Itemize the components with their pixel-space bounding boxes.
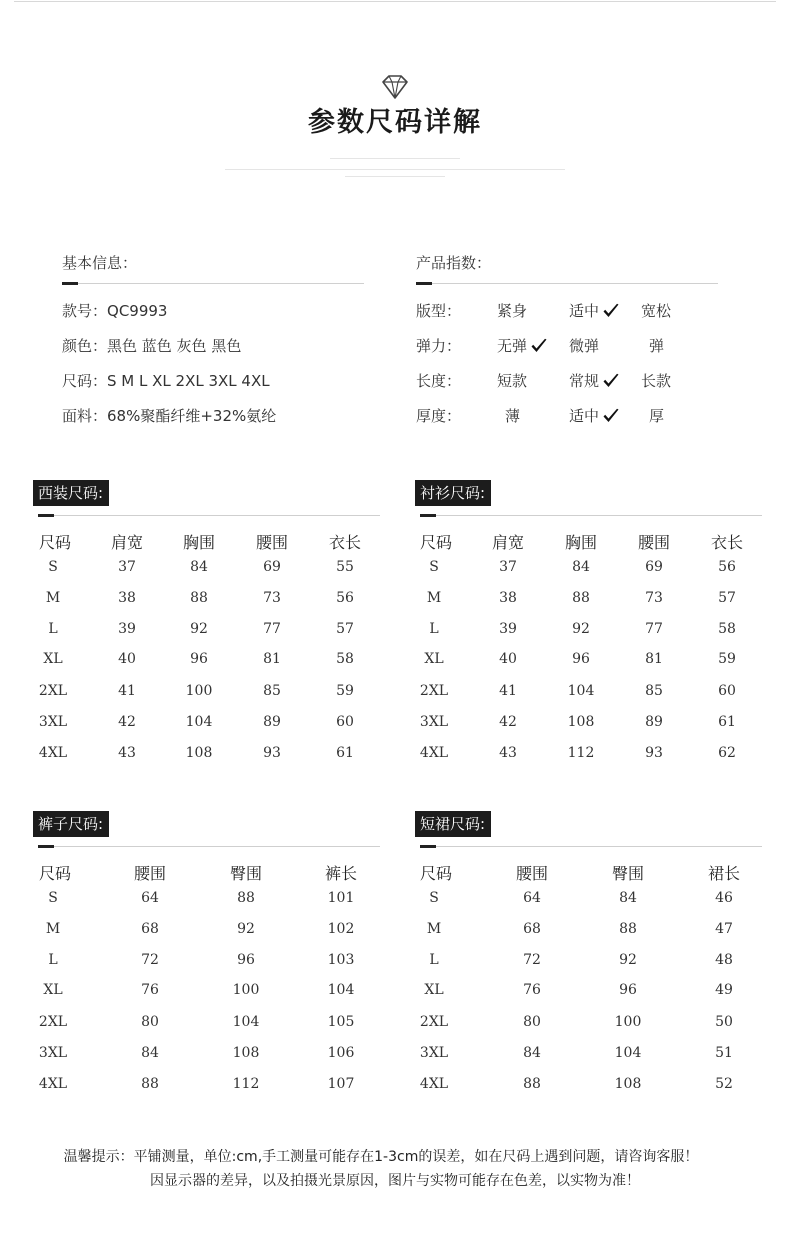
- table-cell: 92: [572, 621, 590, 637]
- decor-line: [225, 169, 565, 170]
- table-cell: 58: [718, 621, 736, 637]
- table-cell: 104: [327, 982, 355, 998]
- index-label: 长度：: [416, 372, 462, 390]
- index-option-text: 长款: [641, 372, 672, 390]
- index-option: [569, 405, 620, 428]
- table-cell: 92: [190, 621, 208, 637]
- table-header-cell: 胸围: [182, 533, 216, 552]
- index-option-text: 厚: [649, 407, 665, 425]
- table-cell: 64: [523, 890, 541, 906]
- decor-line: [345, 176, 445, 177]
- info-value: S M L XL 2XL 3XL 4XL: [107, 372, 270, 390]
- table-cell: 108: [232, 1045, 260, 1061]
- size-table-title: 西装尺码:: [33, 480, 109, 506]
- table-cell: 96: [190, 651, 208, 667]
- check-icon: [602, 303, 620, 323]
- table-cell: L: [48, 952, 58, 968]
- index-option: [649, 405, 664, 426]
- size-table-rule: [38, 515, 380, 516]
- table-header-cell: 臀围: [611, 864, 645, 883]
- table-cell: 93: [645, 745, 663, 761]
- table-cell: 69: [263, 559, 281, 575]
- table-cell: 58: [336, 651, 354, 667]
- table-header-cell: 肩宽: [110, 533, 144, 552]
- table-header-cell: 腰围: [637, 533, 671, 552]
- table-header-cell: 尺码: [419, 533, 453, 552]
- table-cell: 93: [263, 745, 281, 761]
- table-cell: 73: [645, 590, 663, 606]
- table-cell: 84: [523, 1045, 541, 1061]
- table-cell: 48: [715, 952, 733, 968]
- info-label: 面料：: [62, 407, 108, 425]
- index-option: [569, 370, 620, 393]
- check-icon: [530, 338, 548, 358]
- table-cell: 72: [141, 952, 159, 968]
- table-cell: 60: [336, 714, 354, 730]
- table-cell: 104: [567, 683, 595, 699]
- size-table-rule: [38, 846, 380, 847]
- table-cell: M: [45, 590, 61, 606]
- index-option: [497, 300, 527, 321]
- table-header-cell: 腰围: [515, 864, 549, 883]
- basic-info-rule: [62, 283, 364, 284]
- table-cell: S: [48, 559, 58, 575]
- table-cell: 3XL: [419, 714, 449, 730]
- table-cell: XL: [424, 982, 444, 998]
- table-cell: 105: [327, 1014, 355, 1030]
- table-cell: 2XL: [419, 1014, 449, 1030]
- table-cell: 104: [614, 1045, 642, 1061]
- index-option-text: 无弹: [497, 337, 528, 355]
- table-cell: 52: [715, 1076, 733, 1092]
- table-cell: 72: [523, 952, 541, 968]
- table-cell: 85: [645, 683, 663, 699]
- table-cell: 43: [118, 745, 136, 761]
- table-header-cell: 衣长: [710, 533, 744, 552]
- table-cell: 60: [718, 683, 736, 699]
- table-cell: 100: [185, 683, 213, 699]
- top-divider: [14, 1, 776, 2]
- check-icon: [602, 373, 620, 393]
- table-cell: 42: [118, 714, 136, 730]
- table-cell: XL: [43, 651, 63, 667]
- index-label: 弹力：: [416, 337, 462, 355]
- table-cell: M: [45, 921, 61, 937]
- table-cell: 50: [715, 1014, 733, 1030]
- table-cell: 59: [718, 651, 736, 667]
- table-cell: 39: [118, 621, 136, 637]
- table-cell: 85: [263, 683, 281, 699]
- table-cell: M: [426, 921, 442, 937]
- table-cell: 88: [523, 1076, 541, 1092]
- table-cell: 88: [190, 590, 208, 606]
- table-cell: 43: [499, 745, 517, 761]
- table-cell: 102: [327, 921, 355, 937]
- size-table-title: 衬衫尺码:: [415, 480, 491, 506]
- table-cell: 112: [567, 745, 595, 761]
- table-cell: 107: [327, 1076, 355, 1092]
- table-cell: M: [426, 590, 442, 606]
- index-option-text: 宽松: [641, 302, 672, 320]
- table-cell: 40: [499, 651, 517, 667]
- table-cell: 42: [499, 714, 517, 730]
- table-cell: 84: [572, 559, 590, 575]
- table-cell: 4XL: [419, 745, 449, 761]
- table-cell: S: [48, 890, 58, 906]
- table-cell: 100: [614, 1014, 642, 1030]
- table-cell: 92: [619, 952, 637, 968]
- table-cell: 55: [336, 559, 354, 575]
- table-cell: 2XL: [38, 1014, 68, 1030]
- table-cell: 40: [118, 651, 136, 667]
- table-cell: 84: [619, 890, 637, 906]
- index-option: [569, 335, 599, 356]
- table-cell: 39: [499, 621, 517, 637]
- table-cell: 108: [614, 1076, 642, 1092]
- table-cell: 76: [523, 982, 541, 998]
- table-header-cell: 衣长: [328, 533, 362, 552]
- info-value: QC9993: [107, 302, 168, 320]
- table-cell: 2XL: [419, 683, 449, 699]
- table-cell: 89: [645, 714, 663, 730]
- table-cell: 38: [118, 590, 136, 606]
- basic-info-row: [62, 300, 167, 321]
- table-cell: 46: [715, 890, 733, 906]
- table-cell: 77: [263, 621, 281, 637]
- table-cell: 96: [572, 651, 590, 667]
- table-cell: 76: [141, 982, 159, 998]
- index-row: [416, 370, 716, 394]
- table-cell: 106: [327, 1045, 355, 1061]
- table-cell: 112: [232, 1076, 260, 1092]
- table-header-cell: 肩宽: [491, 533, 525, 552]
- table-cell: S: [429, 890, 439, 906]
- table-cell: 64: [141, 890, 159, 906]
- index-row: [416, 300, 716, 324]
- index-option-text: 适中: [569, 302, 600, 320]
- table-cell: 88: [572, 590, 590, 606]
- size-table-title: 短裙尺码:: [415, 811, 491, 837]
- size-table-rule: [420, 846, 762, 847]
- table-cell: 88: [141, 1076, 159, 1092]
- table-cell: 96: [619, 982, 637, 998]
- info-value: 黑色 蓝色 灰色 黑色: [107, 337, 242, 355]
- table-cell: L: [429, 952, 439, 968]
- table-cell: 51: [715, 1045, 733, 1061]
- table-cell: 77: [645, 621, 663, 637]
- table-header-cell: 尺码: [38, 864, 72, 883]
- index-option-text: 常规: [569, 372, 600, 390]
- table-cell: XL: [424, 651, 444, 667]
- table-cell: XL: [43, 982, 63, 998]
- index-option: [505, 405, 520, 426]
- table-cell: 49: [715, 982, 733, 998]
- size-table-title: 裤子尺码:: [33, 811, 109, 837]
- index-label: 版型：: [416, 302, 462, 320]
- index-row: [416, 335, 716, 359]
- table-cell: 80: [523, 1014, 541, 1030]
- table-header-cell: 腰围: [133, 864, 167, 883]
- diamond-icon: [380, 74, 410, 100]
- product-index-rule: [416, 283, 718, 284]
- note-line-1: 温馨提示：平铺测量，单位:cm,手工测量可能存在1-3cm的误差，如在尺码上遇到问题，请咨询客服！: [63, 1149, 699, 1165]
- table-cell: 101: [327, 890, 355, 906]
- basic-info-heading: 基本信息：: [62, 254, 138, 272]
- table-cell: L: [48, 621, 58, 637]
- table-cell: 108: [185, 745, 213, 761]
- table-cell: 84: [141, 1045, 159, 1061]
- product-index-heading: 产品指数：: [416, 254, 492, 272]
- table-cell: 3XL: [38, 1045, 68, 1061]
- table-cell: 103: [327, 952, 355, 968]
- table-cell: 92: [237, 921, 255, 937]
- index-option-text: 弹: [649, 337, 665, 355]
- page-title: 参数尺码详解: [308, 107, 482, 138]
- index-option: [569, 300, 620, 323]
- table-cell: 38: [499, 590, 517, 606]
- table-header-cell: 裙长: [707, 864, 741, 883]
- table-header-cell: 臀围: [229, 864, 263, 883]
- index-option-text: 薄: [505, 407, 521, 425]
- table-cell: 100: [232, 982, 260, 998]
- table-header-cell: 尺码: [419, 864, 453, 883]
- table-cell: 104: [185, 714, 213, 730]
- index-label: 厚度：: [416, 407, 462, 425]
- table-cell: 41: [499, 683, 517, 699]
- table-cell: 108: [567, 714, 595, 730]
- note-line-2: 因显示器的差异，以及拍摄光景原因，图片与实物可能存在色差，以实物为准！: [150, 1173, 640, 1189]
- table-cell: 4XL: [38, 745, 68, 761]
- info-label: 款号：: [62, 302, 108, 320]
- table-cell: 69: [645, 559, 663, 575]
- size-table-rule: [420, 515, 762, 516]
- index-option: [497, 370, 527, 391]
- decor-line: [330, 158, 460, 159]
- table-header-cell: 裤长: [324, 864, 358, 883]
- table-cell: 4XL: [38, 1076, 68, 1092]
- table-cell: 84: [190, 559, 208, 575]
- table-cell: 61: [718, 714, 736, 730]
- index-option: [641, 370, 671, 391]
- table-cell: 59: [336, 683, 354, 699]
- table-cell: 88: [237, 890, 255, 906]
- table-cell: 68: [141, 921, 159, 937]
- basic-info-row: [62, 405, 276, 426]
- table-cell: 2XL: [38, 683, 68, 699]
- table-cell: 96: [237, 952, 255, 968]
- index-option: [649, 335, 664, 356]
- table-cell: L: [429, 621, 439, 637]
- index-option: [641, 300, 671, 321]
- table-cell: 4XL: [419, 1076, 449, 1092]
- index-option-text: 紧身: [497, 302, 528, 320]
- table-cell: 89: [263, 714, 281, 730]
- table-cell: 81: [263, 651, 281, 667]
- table-cell: 56: [718, 559, 736, 575]
- table-cell: 81: [645, 651, 663, 667]
- check-icon: [602, 408, 620, 428]
- basic-info-row: [62, 335, 241, 356]
- table-header-cell: 胸围: [564, 533, 598, 552]
- table-cell: 80: [141, 1014, 159, 1030]
- table-cell: 37: [499, 559, 517, 575]
- info-label: 尺码：: [62, 372, 108, 390]
- table-cell: 3XL: [38, 714, 68, 730]
- table-cell: 73: [263, 590, 281, 606]
- table-cell: 56: [336, 590, 354, 606]
- table-cell: 47: [715, 921, 733, 937]
- table-cell: 88: [619, 921, 637, 937]
- info-label: 颜色：: [62, 337, 108, 355]
- table-cell: 3XL: [419, 1045, 449, 1061]
- index-option-text: 适中: [569, 407, 600, 425]
- table-cell: 62: [718, 745, 736, 761]
- info-value: 68%聚酯纤维+32%氨纶: [107, 407, 277, 425]
- table-cell: 61: [336, 745, 354, 761]
- table-cell: 57: [336, 621, 354, 637]
- table-header-cell: 尺码: [38, 533, 72, 552]
- index-option-text: 短款: [497, 372, 528, 390]
- table-cell: 104: [232, 1014, 260, 1030]
- table-cell: 68: [523, 921, 541, 937]
- basic-info-row: [62, 370, 270, 391]
- table-cell: 57: [718, 590, 736, 606]
- index-row: [416, 405, 716, 429]
- index-option: [497, 335, 548, 358]
- table-cell: 41: [118, 683, 136, 699]
- index-option-text: 微弹: [569, 337, 600, 355]
- table-cell: S: [429, 559, 439, 575]
- table-cell: 37: [118, 559, 136, 575]
- table-header-cell: 腰围: [255, 533, 289, 552]
